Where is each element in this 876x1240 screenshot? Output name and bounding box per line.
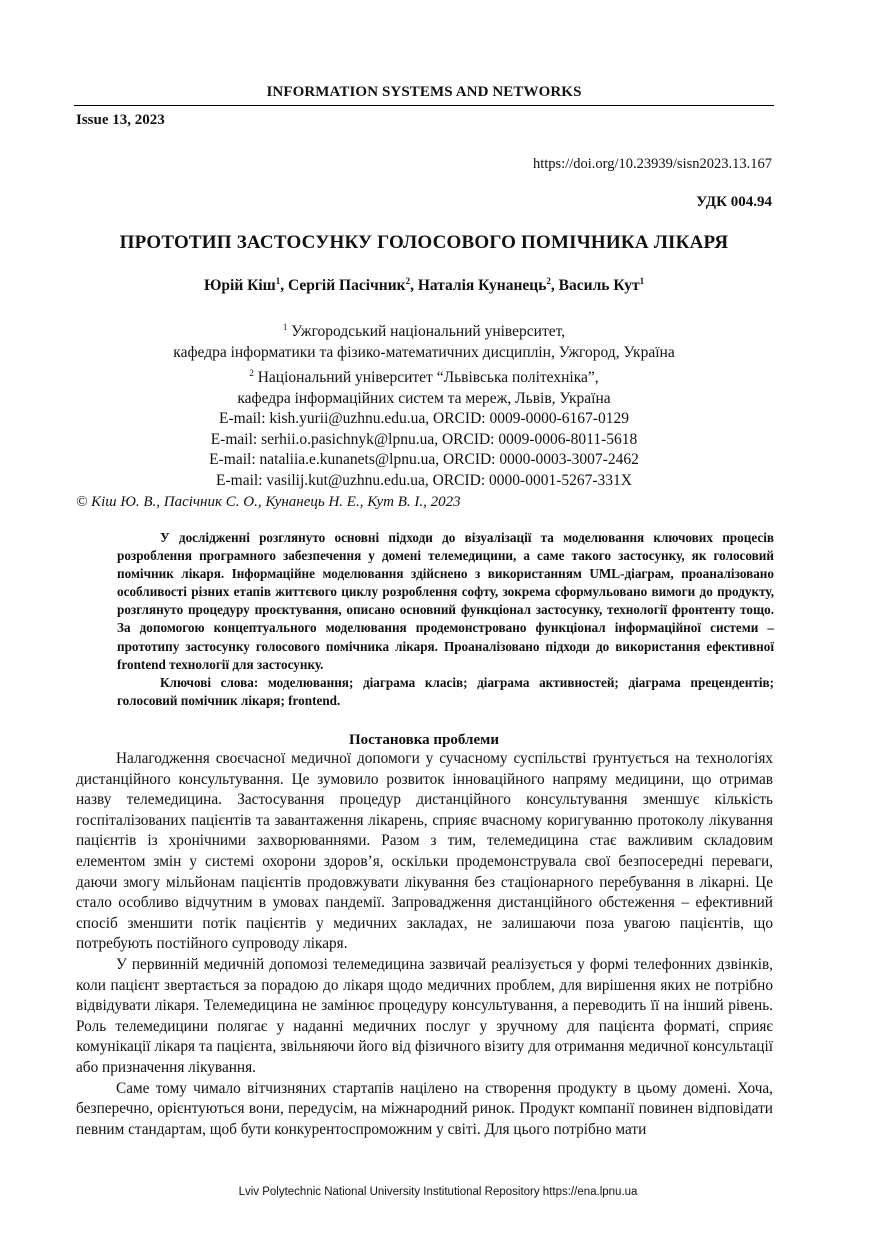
body-paragraph: Налагодження своєчасної медичної допомоги у сучасному суспільстві ґрунтується на технологіях дистанційного консультування. Це зумовило розвиток інноваційного напряму медицини, що отримав назву телемедицина. Застосування процедур дистанційного консультування зменшує кількість госпіталізованих пацієнтів та завантаження лікарень, сприяє вчасному коригуванню протоколу лікування пацієнтів із хронічними захворюваннями. Разом з тим, телемедицина стає важливим складовим елементом змін у системі охорони здоров’я, оскільки продемонструвала свої безпосередні переваги, даючи змогу мільйонам пацієнтів продовжувати лікування без стаціонарного перебування в лікарні. Це стало особливо відчутним в умовах пандемії. Запровадження дистанційного обстеження – ефективний спосіб зменшити потік пацієнтів у медичних закладах, не залишаючи поза увагою пацієнтів, що потребують постійного супроводу лікаря. — [76, 750, 773, 953]
keywords: Ключові слова: моделювання; діаграма класів; діаграма активностей; діаграма прецендентів; голосовий помічник лікаря; frontend. — [117, 674, 774, 708]
body-paragraph: У первинній медичній допомозі телемедицина зазвичай реалізується у формі телефонних дзвінків, коли пацієнт звертається за порадою до лікаря щодо медичних проблем, для вирішення яких не потрібно відвідувати лікаря. Телемедицина не замінює процедуру консультування, а переводить її на інший рівень. Роль телемедицини полягає у наданні медичних послуг у зручному для пацієнта форматі, сприяє комунікації лікаря та пацієнта, звільняючи його від фізичного візиту для отримання медичної консультації або призначення лікування. — [76, 955, 773, 1076]
affiliation-mark: 1 — [282, 322, 288, 332]
affiliation-1-line2: кафедра інформатики та фізико-математичних дисциплін, Ужгород, Україна — [173, 343, 675, 361]
affiliations — [0, 317, 848, 491]
section-heading: Постановка проблеми — [349, 732, 499, 748]
affiliation-text: Ужгородський національний університет, — [291, 323, 566, 341]
body-text — [76, 749, 773, 1140]
affiliation-1-line1 — [0, 317, 848, 343]
email-line[interactable]: E-mail: serhii.o.pasichnyk@lpnu.ua, ORCID: 0009-0006-8011-5618 — [210, 430, 638, 448]
author-name: Юрій Кіш — [203, 277, 276, 295]
author-name: Василь Кут — [558, 277, 640, 295]
body-paragraph: Саме тому чимало вітчизняних стартапів націлено на створення продукту в цьому домені. Хоча, безперечно, орієнтуються вони, передусім, на міжнародний ринок. Продукт компанії повинен відповідати певним стандартам, щоб бути конкурентоспроможним у світі. Для цього потрібно мати — [76, 1079, 773, 1138]
doi-link[interactable] — [533, 156, 772, 173]
repository-footer: Lviv Polytechnic National University Institutional Repository https://ena.lpnu.ua — [238, 1186, 638, 1198]
author-name: Сергій Пасічник — [288, 277, 406, 295]
issue-label: Issue 13, 2023 — [76, 112, 165, 128]
author-list: Юрій Кіш$^1$, Сергій Пасічник$^2$, Наталія Кунанець$^2$, Василь Кут$^1$ — [203, 276, 645, 295]
affiliation-2-line2: кафедра інформаційних систем та мереж, Львів, Україна — [237, 389, 611, 407]
email-line[interactable]: E-mail: nataliia.e.kunanets@lpnu.ua, ORCID: 0000-0003-3007-2462 — [209, 451, 639, 469]
author-affiliation-mark: 1 — [275, 276, 281, 286]
paper-title: ПРОТОТИП ЗАСТОСУНКУ ГОЛОСОВОГО ПОМІЧНИКА ЛІКАРЯ — [119, 232, 729, 253]
affiliation-2-line1 — [0, 363, 848, 389]
author-affiliation-mark: 2 — [405, 276, 411, 286]
abstract-text: У дослідженні розглянуто основні підходи до візуалізації та моделювання ключових процесів розроблення програмного забезпечення у домені телемедицини, а саме такого застосунку, як голосовий помічник лікаря. Інформаційне моделювання здійснено з використанням UML-діаграм, проаналізовано особливості різних етапів життєвого циклу розроблення софту, зокрема сформульовано вимоги до продукту, розглянуто процедуру проєктування, описано основний функціонал застосунку, технології фронтенту тощо. За допомогою концептуального моделювання продемонстровано функціонал інформаційної системи – прототипу застосунку голосового помічника лікаря. Проаналізовано підходи до використання ефективної frontend технології для застосунку. — [117, 530, 774, 672]
copyright-line: © Кіш Ю. В., Пасічник С. О., Кунанець Н. Е., Кут В. І., 2023 — [76, 494, 461, 510]
abstract — [117, 529, 774, 710]
affiliation-mark: 2 — [249, 368, 254, 379]
author-name: Наталія Кунанець — [417, 277, 547, 295]
doi-link-text[interactable]: https://doi.org/10.23939/sisn2023.13.167 — [532, 156, 772, 172]
affiliation-text: Національний університет “Львівська політехніка”, — [257, 369, 599, 387]
journal-title: INFORMATION SYSTEMS AND NETWORKS — [266, 84, 582, 100]
author-affiliation-mark: 1 — [639, 276, 645, 286]
udk-code: УДК 004.94 — [696, 194, 772, 210]
email-line[interactable]: E-mail: vasilij.kut@uzhnu.edu.ua, ORCID: 0000-0001-5267-331X — [216, 471, 632, 489]
author-affiliation-mark: 2 — [546, 276, 551, 286]
header-divider — [74, 105, 774, 106]
email-line[interactable]: E-mail: kish.yurii@uzhnu.edu.ua, ORCID: 0009-0000-6167-0129 — [219, 410, 629, 428]
